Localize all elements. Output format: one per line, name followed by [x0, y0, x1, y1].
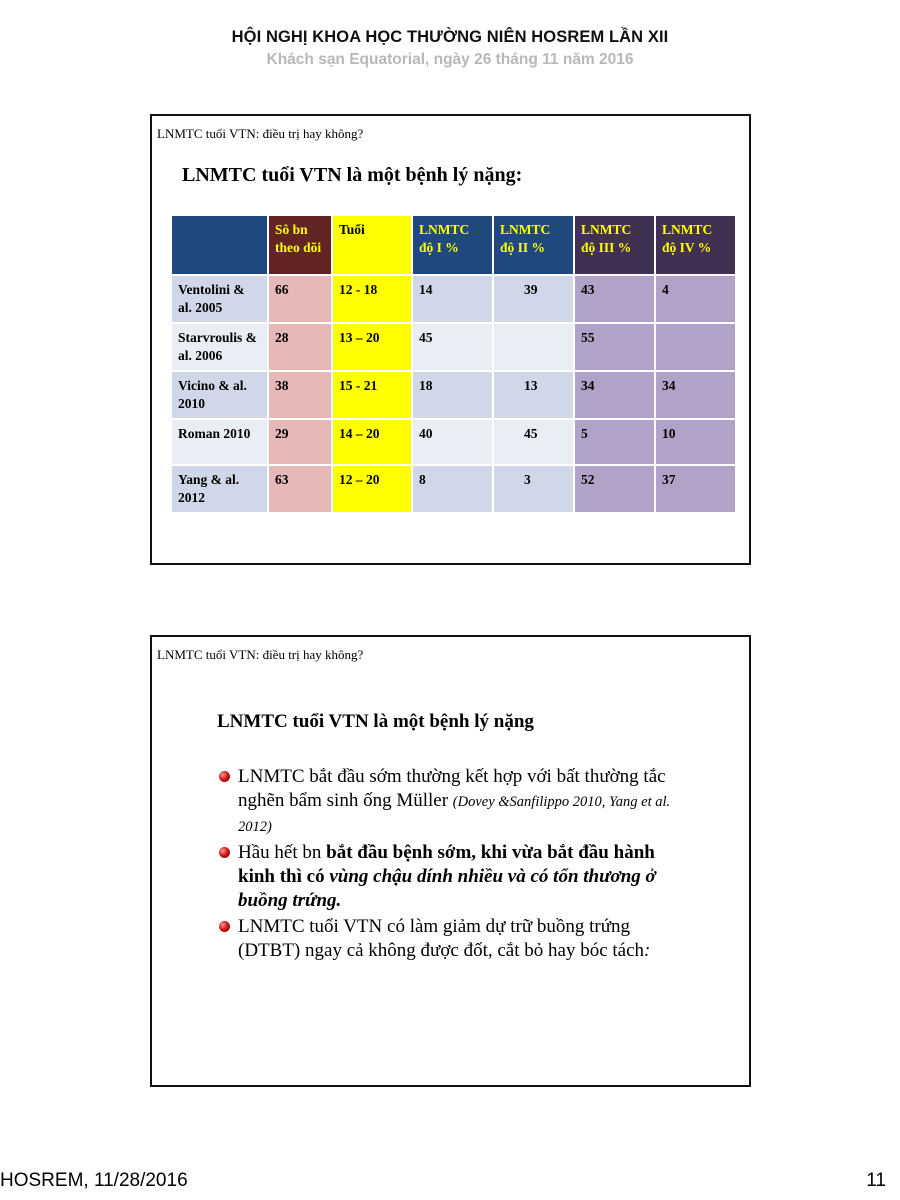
column-header-grade-2: LNMTC độ II %: [494, 216, 573, 274]
cell-grade-3: 43: [575, 276, 654, 322]
cell-age: 14 – 20: [333, 420, 411, 464]
cell-study: Roman 2010: [172, 420, 267, 464]
cell-study: Yang & al. 2012: [172, 466, 267, 512]
cell-study: Starvroulis & al. 2006: [172, 324, 267, 370]
table-row: [172, 420, 735, 464]
cell-age: 13 – 20: [333, 324, 411, 370]
footer-date: HOSREM, 11/28/2016: [0, 1170, 188, 1191]
cell-grade-1: 14: [413, 276, 492, 322]
column-header-grade-4: LNMTC độ IV %: [656, 216, 735, 274]
cell-grade-2: 3: [494, 466, 573, 512]
slide-title: LNMTC tuổi VTN là một bệnh lý nặng: [217, 711, 534, 732]
cell-patients: 28: [269, 324, 331, 370]
cell-grade-2: 45: [494, 420, 573, 464]
table-row: [172, 276, 735, 322]
cell-grade-3: 5: [575, 420, 654, 464]
table-row: [172, 372, 735, 418]
cell-age: 12 – 20: [333, 466, 411, 512]
cell-study: Ventolini & al. 2005: [172, 276, 267, 322]
cell-grade-1: 18: [413, 372, 492, 418]
slide-title: LNMTC tuổi VTN là một bệnh lý nặng:: [182, 164, 523, 186]
column-header-study: [172, 216, 267, 274]
cell-grade-2: 39: [494, 276, 573, 322]
column-header-grade-1: LNMTC độ I %: [413, 216, 492, 274]
table-row: [172, 324, 735, 370]
cell-grade-4: 37: [656, 466, 735, 512]
list-item: [192, 765, 692, 839]
cell-grade-2: 13: [494, 372, 573, 418]
conference-subtitle: Khách sạn Equatorial, ngày 26 tháng 11 năm 2016: [266, 51, 634, 68]
cell-grade-4: 10: [656, 420, 735, 464]
bullet-text-bold: bắt đầu bệnh sớm, khi vừa bắt đầu hành kinh thì có: [238, 842, 655, 887]
slide-header: LNMTC tuổi VTN: điều trị hay không?: [157, 647, 364, 662]
red-sphere-bullet-icon: [219, 921, 230, 932]
list-item: [192, 915, 692, 963]
table-header-row: [172, 216, 735, 274]
bullet-text: LNMTC tuổi VTN có làm giảm dự trữ buồng trứng (DTBT) ngay cả không được đốt, cắt bỏ hay bóc tách: [238, 916, 645, 961]
slide-header: LNMTC tuổi VTN: điều trị hay không?: [157, 126, 364, 141]
bullet-text: Hầu hết bn: [238, 842, 327, 863]
red-sphere-bullet-icon: [219, 771, 230, 782]
cell-grade-4: 34: [656, 372, 735, 418]
page-number: 11: [866, 1170, 886, 1191]
cell-grade-3: 55: [575, 324, 654, 370]
cell-study: Vicino & al. 2010: [172, 372, 267, 418]
bullet-text-bold-italic: vùng chậu dính nhiều và có tổn thương ở buồng trứng.: [238, 866, 656, 911]
cell-grade-3: 52: [575, 466, 654, 512]
column-header-age: Tuổi: [333, 216, 411, 274]
cell-grade-1: 8: [413, 466, 492, 512]
bullet-text: LNMTC bắt đầu sớm thường kết hợp với bất thường tắc nghẽn bẩm sinh ống Müller: [238, 766, 666, 811]
conference-title: HỘI NGHỊ KHOA HỌC THƯỜNG NIÊN HOSREM LẦN XII: [231, 28, 669, 46]
table-row: [172, 466, 735, 512]
red-sphere-bullet-icon: [219, 847, 230, 858]
column-header-patients: Sô bn theo dõi: [269, 216, 331, 274]
cell-grade-1: 40: [413, 420, 492, 464]
list-item: [192, 841, 692, 913]
cell-grade-4: [656, 324, 735, 370]
cell-patients: 66: [269, 276, 331, 322]
bullet-list: [192, 765, 692, 965]
cell-grade-3: 34: [575, 372, 654, 418]
study-table: [170, 214, 737, 514]
cell-age: 15 - 21: [333, 372, 411, 418]
column-header-grade-3: LNMTC độ III %: [575, 216, 654, 274]
slide-1: [150, 114, 751, 565]
page-header: [0, 28, 900, 69]
cell-grade-4: 4: [656, 276, 735, 322]
bullet-tail: :: [644, 940, 651, 961]
slide-2: [150, 635, 751, 1087]
citation: (Dovey &Sanfilippo 2010, Yang et al. 2012): [238, 794, 671, 835]
cell-grade-2: [494, 324, 573, 370]
cell-patients: 63: [269, 466, 331, 512]
cell-patients: 29: [269, 420, 331, 464]
cell-grade-1: 45: [413, 324, 492, 370]
cell-age: 12 - 18: [333, 276, 411, 322]
cell-patients: 38: [269, 372, 331, 418]
